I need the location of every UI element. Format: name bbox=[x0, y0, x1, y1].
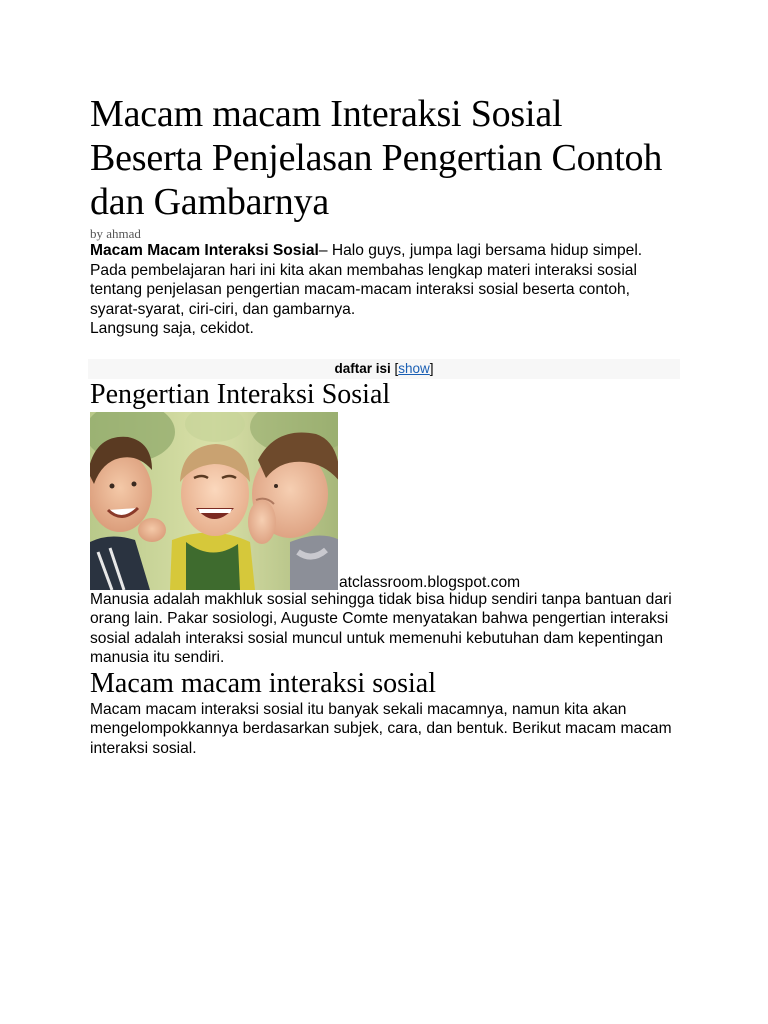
image-caption: atclassroom.blogspot.com bbox=[339, 573, 521, 591]
article-byline: by ahmad bbox=[90, 226, 141, 241]
intro-closing: Langsung saja, cekidot. bbox=[90, 320, 254, 337]
toc-bracket-open: [ bbox=[394, 360, 399, 376]
intro-bold-term: Macam Macam Interaksi Sosial bbox=[90, 242, 319, 259]
intro-paragraph bbox=[90, 241, 680, 319]
article-title: Macam macam Interaksi Sosial Beserta Penjelasan Pengertian Contoh dan Gambarnya bbox=[90, 93, 663, 223]
section-heading-macam: Macam macam interaksi sosial bbox=[90, 667, 436, 699]
toc-title: daftar isi bbox=[334, 360, 391, 376]
table-of-contents bbox=[88, 359, 680, 379]
section-paragraph-macam: Macam macam interaksi sosial itu banyak sekali macamnya, namun kita akan mengelompokkannya berdasarkan subjek, cara, dan bentuk. Berikut macam macam interaksi sosial. bbox=[90, 700, 672, 757]
toc-show-link[interactable]: show bbox=[398, 360, 430, 376]
intro-text: – Halo guys, jumpa lagi bersama hidup simpel. Pada pembelajaran hari ini kita akan membahas lengkap materi interaksi sosial tentang penjelasan pengertian macam-macam interaksi sosial beserta contoh, syarat-syarat, ciri-ciri, dan gambarnya. bbox=[90, 242, 643, 318]
section-heading-pengertian: Pengertian Interaksi Sosial bbox=[90, 378, 391, 410]
image-row bbox=[90, 412, 680, 590]
article bbox=[90, 92, 680, 758]
section-paragraph-pengertian: Manusia adalah makhluk sosial sehingga tidak bisa hidup sendiri tanpa bantuan dari orang lain. Pakar sosiologi, Auguste Comte menyatakan bahwa pengertian interaksi sosial adalah interaksi sosial muncul untuk memenuhi kebutuhan dam kepentingan manusia itu sendiri. bbox=[90, 590, 672, 666]
toc-bracket-close: ] bbox=[429, 360, 434, 376]
children-whispering-photo bbox=[90, 412, 338, 590]
